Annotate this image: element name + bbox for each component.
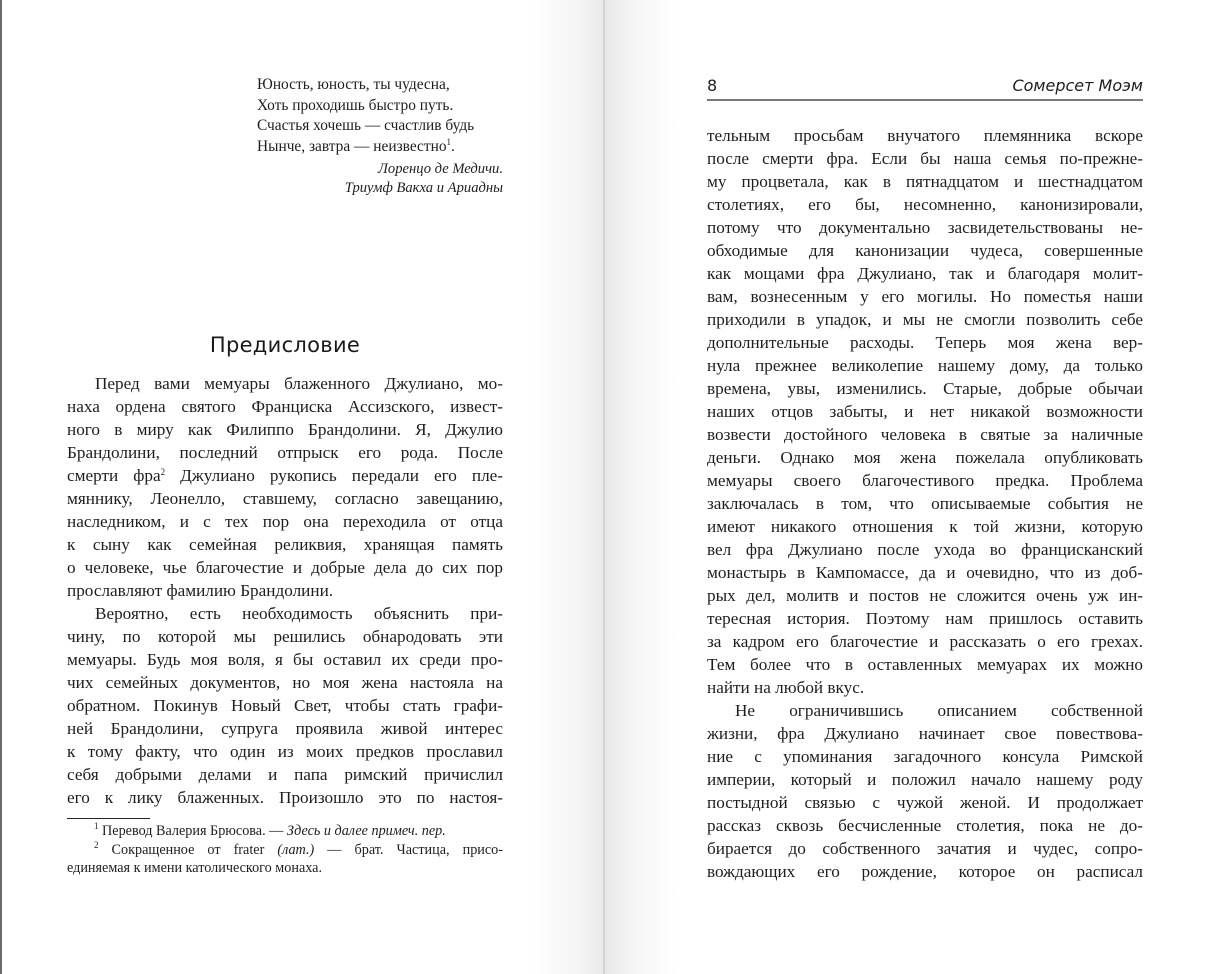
text-line: к сыну как семейная реликвия, хранящая память [67, 535, 503, 554]
text-line: приходили в упадок, и мы не смогли позволить себе [707, 310, 1143, 329]
text-line: мемуары. Будь моя воля, я бы оставил их среди про- [67, 650, 503, 669]
text-line: как мощами фра Джулиано, так и благодаря молит- [707, 264, 1143, 283]
text-line: столетиях, его бы, несомненно, канонизировали, [707, 195, 1143, 214]
text-line: ней Брандолини, супруга проявила живой интерес [67, 719, 503, 738]
text-line: заключалась в том, что описываемые события не [707, 494, 1143, 513]
text-line: найти на любой вкус. [707, 678, 865, 697]
footnote-divider [67, 818, 150, 819]
paragraph [707, 124, 1143, 699]
epigraph-line: Счастья хочешь — счастлив будь [257, 117, 475, 134]
text-line: тельным просьбам внучатого племянника вскоре [707, 126, 1143, 145]
text-line: тересная история. Поэтому нам пришлось оставить [707, 609, 1143, 628]
text-line: Тем более что в оставленных мемуарах их можно [707, 655, 1143, 674]
text-line: чих семейных документов, но моя жена настояла на [67, 673, 503, 692]
text-line: ного в миру как Филиппо Брандолини. Я, Джулио [67, 420, 503, 439]
text-line: Вероятно, есть необходимость объяснить при- [95, 604, 503, 623]
footnote-mark: 2 [94, 839, 99, 850]
footnote-italic: (лат.) [277, 841, 315, 858]
text-line: себя добрыми делами и папа римский причислил [67, 765, 503, 784]
text-line: чину, по которой мы решились обнародовать эти [67, 627, 503, 646]
footnote-ref-2[interactable]: 2 [160, 467, 166, 477]
text-line: наших отцов забыты, и нет никакой возможности [707, 402, 1143, 421]
text-line: бирается до собственного зачатия и чудес, сопро- [707, 839, 1143, 858]
running-title: Сомерсет Моэм [1012, 76, 1143, 95]
paragraph [67, 602, 503, 809]
text-line: потому что документально засвидетельствованы не- [707, 218, 1143, 237]
text-line: возвести достойного человека в святые за наличные [707, 425, 1143, 444]
epigraph-line-text: Нынче, завтра — неизвестно [257, 137, 447, 155]
text-line: наха ордена святого Франциска Ассизского, извест- [67, 397, 503, 416]
chapter-heading: Предисловие [209, 333, 361, 357]
text-line: монастырь в Кампомассе, да и очевидно, что из доб- [707, 563, 1143, 582]
text-fragment: Джулиано рукопись передали его пле- [165, 466, 503, 485]
text-line: к тому факту, что один из моих предков прославил [67, 742, 503, 761]
text-fragment: смерти фра [67, 466, 161, 485]
text-line: рых дел, молитв и постов не сложится очень уж ин- [707, 586, 1143, 605]
footnote-text: Сокращенное от frater [98, 841, 278, 858]
text-line: дополнительные расходы. Теперь моя жена вер- [707, 333, 1143, 352]
footnote-1 [67, 822, 503, 841]
text-line: после смерти фра. Если бы наша семья по-прежне- [707, 149, 1143, 168]
text-line: имеют никакого отношения к той жизни, которую [707, 517, 1143, 536]
epigraph [257, 75, 503, 198]
footnote-mark: 1 [94, 821, 99, 831]
text-line: вел фра Джулиано после ухода во францисканский [707, 540, 1143, 559]
paragraph [67, 372, 503, 602]
text-line: мемуары своего благочестивого предка. Проблема [707, 471, 1143, 490]
page-number: 8 [707, 76, 718, 95]
epigraph-line: Юность, юность, ты чудесна, [257, 76, 450, 93]
footnote-text: Перевод Валерия Брюсова. — [98, 823, 287, 839]
footnote-text: — брат. Частица, присо- [314, 841, 503, 858]
punctuation: . [451, 137, 455, 155]
text-line [67, 464, 503, 487]
text-line: деньги. Однако моя жена пожелала опубликовать [707, 448, 1143, 467]
text-line: вам, вознесенным у его могилы. Но поместья наши [707, 287, 1143, 306]
text-line: времена, увы, изменились. Старые, добрые обычаи [707, 379, 1143, 398]
text-line: му процветала, как в пятнадцатом и шестнадцатом [707, 172, 1143, 191]
epigraph-line: Хоть проходишь быстро путь. [257, 96, 454, 114]
running-header [707, 76, 1143, 98]
text-line: постыдной связью с чужой женой. И продолжает [707, 793, 1143, 812]
text-line: за кадром его благочестие и рассказать о его грехах. [707, 632, 1143, 651]
footnote-ref-1[interactable]: 1 [446, 136, 452, 147]
text-line: вождающих его рождение, которое он расписал [707, 862, 1143, 881]
text-line: империи, который и положил начало нашему роду [707, 770, 1143, 789]
text-line: обратном. Покинув Новый Свет, чтобы стать графи- [67, 696, 503, 715]
text-line: нула прежнее великолепие нашему дому, да только [707, 356, 1143, 375]
text-line: наследником, и с тех пор она переходила от отца [67, 512, 503, 531]
text-line: Не ограничившись описанием собственной [735, 701, 1143, 720]
footnotes [67, 822, 503, 878]
footnote-2 [67, 841, 503, 860]
epigraph-line [257, 137, 503, 158]
right-body-text [707, 124, 1143, 883]
text-line: обходимые для канонизации чудеса, совершенные [707, 241, 1143, 260]
epigraph-work: Триумф Вакха и Ариадны [344, 180, 503, 196]
text-line: Перед вами мемуары блаженного Джулиано, мо- [95, 374, 503, 393]
paragraph [707, 699, 1143, 883]
text-line: рассказ сквозь бесчисленные столетия, пока не до- [707, 816, 1143, 835]
header-rule [707, 99, 1143, 101]
text-line: мяннику, Леонелло, ставшему, согласно завещанию, [67, 489, 503, 508]
text-line: о человеке, чье благочестие и добрые дела до сих пор [67, 558, 503, 577]
left-body-text [67, 372, 503, 809]
text-line: его к лику блаженных. Произошло это по настоя- [67, 788, 503, 807]
text-line: ние с упоминания загадочного консула Римской [707, 747, 1143, 766]
text-line: прославляют фамилию Брандолини. [67, 581, 334, 600]
footnote-italic: Здесь и далее примеч. пер. [286, 823, 446, 839]
text-line: жизни, фра Джулиано начинает свое повествова- [707, 724, 1143, 743]
footnote-2-continued: единяемая к имени католического монаха. [67, 860, 322, 876]
text-line: Брандолини, последний отпрыск его рода. После [67, 443, 503, 462]
epigraph-author: Лоренцо де Медичи. [378, 161, 503, 177]
